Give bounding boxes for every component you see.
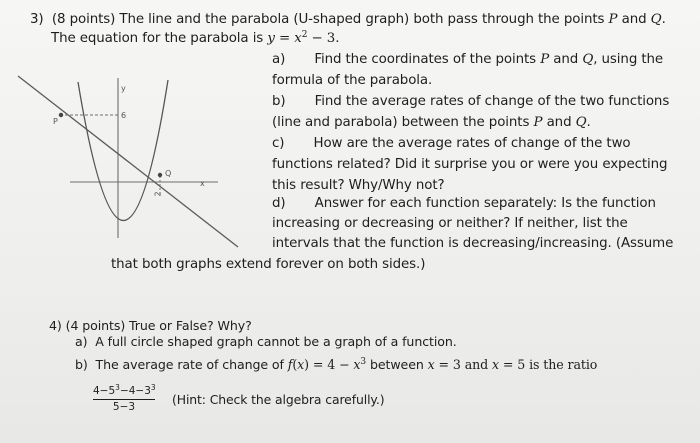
a-Q: Q	[582, 52, 594, 67]
num-exp-a: 3	[115, 383, 120, 392]
q3-b-line-2	[272, 114, 591, 132]
q4-eq5: = 5 is the ratio	[499, 357, 598, 372]
q3-c-line-1	[272, 135, 631, 153]
ratio-fraction	[93, 384, 155, 415]
q3-b-label: b)	[272, 94, 286, 109]
q3-line-1	[30, 11, 666, 29]
q3-c-line-2: functions related? Did it surprise you or were you expecting	[272, 157, 668, 172]
b-text-2: (line and parabola) between the points	[272, 115, 534, 130]
period-text: .	[661, 12, 666, 27]
num-part-b: −4−3	[119, 385, 151, 397]
q3-b-line-1	[272, 93, 669, 111]
fraction-numerator	[93, 384, 155, 400]
q3-c-label: c)	[272, 136, 285, 151]
eq-equals: =	[274, 31, 295, 46]
q4-cube-exp: 3	[360, 357, 367, 367]
point-P-symbol: P	[608, 12, 618, 27]
q3-d-line-1	[272, 195, 656, 213]
q4-fx-x: x	[297, 357, 305, 372]
num-exp-b: 3	[150, 383, 156, 392]
q4-cube-x: x	[353, 357, 361, 372]
q3-b-text: Find the average rates of change of the two functions	[314, 94, 670, 109]
a-end: , using the	[593, 52, 664, 67]
graph-point-Q-label: Q	[165, 169, 172, 178]
q4-b	[75, 356, 597, 374]
eq-exponent: 2	[301, 30, 308, 40]
b-period: .	[586, 115, 591, 130]
q4-header: 4) (4 points) True or False? Why?	[49, 318, 252, 333]
a-and: and	[549, 52, 583, 67]
q4-a	[75, 333, 457, 351]
q3-line-2	[51, 30, 339, 48]
q3-d-line-4: that both graphs extend forever on both sides.)	[111, 257, 426, 272]
graph-y-label: y	[121, 84, 126, 93]
q3-intro: (8 points) The line and the parabola (U-shaped graph) both pass through the points	[51, 12, 609, 27]
q4-x1: x	[427, 357, 435, 372]
q3-a-line-2: formula of the parabola.	[272, 73, 433, 88]
q4-between: between	[366, 357, 428, 372]
q3-d-line-2: increasing or decreasing or neither? If neither, list the	[272, 216, 628, 231]
a-P: P	[540, 52, 550, 67]
parabola-equation-intro: The equation for the parabola is	[51, 31, 268, 46]
line-graph	[18, 76, 238, 247]
q3-a-line-1	[272, 51, 663, 69]
q3-d-text: Answer for each function separately: Is the function	[314, 196, 656, 211]
q3-c-text: How are the average rates of change of the two	[313, 136, 631, 151]
q3-c-line-3: this result? Why/Why not?	[272, 178, 445, 193]
graph-x-label: x	[200, 179, 205, 188]
eq-x: x	[294, 31, 302, 46]
q4-hint: (Hint: Check the algebra carefully.)	[172, 392, 385, 407]
point-Q-symbol: Q	[650, 12, 662, 27]
q3-a-label: a)	[272, 52, 286, 67]
q4-b-label: b)	[75, 357, 88, 372]
graph-tick-6: 6	[121, 111, 126, 120]
b-Q: Q	[575, 115, 587, 130]
parabola-curve	[78, 80, 168, 221]
eq-y: y	[267, 31, 275, 46]
q4-f: f	[287, 357, 293, 372]
graph-point-P-label: P	[53, 117, 58, 126]
q3-number: 3)	[30, 12, 44, 27]
q4-a-label: a)	[75, 334, 88, 349]
q4-eq3: = 3 and	[434, 357, 493, 372]
q4-paren-open: (	[292, 357, 298, 372]
b-P: P	[533, 115, 543, 130]
eq-minus3: − 3.	[307, 31, 340, 46]
graph-tick-2: 2	[153, 191, 163, 197]
q3-a-text: Find the coordinates of the points	[314, 52, 541, 67]
q4-a-text: A full circle shaped graph cannot be a graph of a function.	[95, 334, 457, 349]
num-part-a: 4−5	[93, 385, 116, 397]
q4-fx-close: ) = 4 −	[304, 357, 354, 372]
q4-x2: x	[492, 357, 500, 372]
and-text: and	[617, 12, 651, 27]
point-Q-dot	[158, 173, 162, 177]
q3-d-label: d)	[272, 196, 286, 211]
fraction-denominator: 5−3	[112, 401, 136, 413]
q4-b-text: The average rate of change of	[95, 357, 288, 372]
q3-d-line-3: intervals that the function is decreasing/increasing. (Assume	[272, 236, 674, 251]
point-P-dot	[59, 113, 63, 117]
b-and: and	[542, 115, 576, 130]
